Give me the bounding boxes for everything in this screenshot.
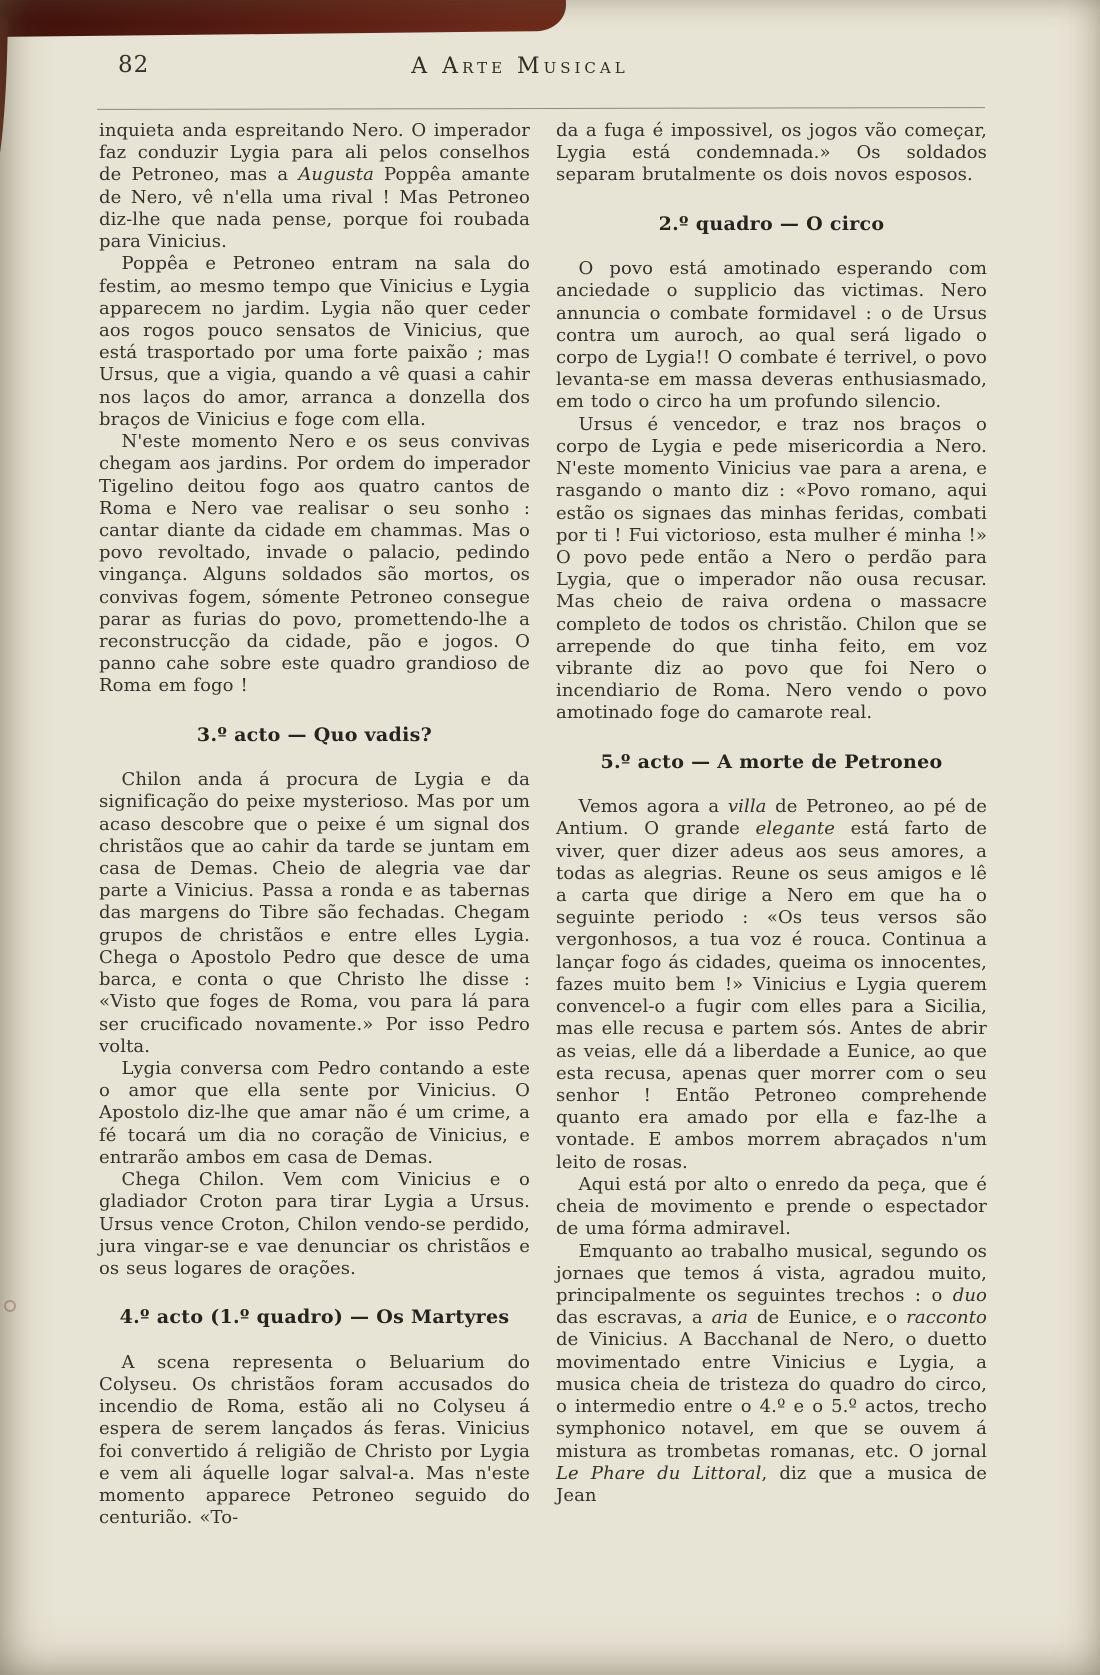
section-heading-act3: 3.º acto — Quo vadis? <box>196 723 433 746</box>
paragraph: A scena representa o Beluarium do Colyseu. Os christãos foram accusados do incendio de Roma, estão ali no Colyseu á espera de serem lançados ás feras. Vinicius foi convertido á religião de Christo por Lygia e vem ali áquelle logar salval-a. Mas n'este momento apparece Petroneo seguido do centurião. «To- <box>99 1351 530 1529</box>
section-heading-act4: 4.º acto (1.º quadro) — Os Martyres <box>119 1306 510 1329</box>
page-number: 82 <box>118 52 150 78</box>
left-column <box>99 120 530 1529</box>
paragraph: Chega Chilon. Vem com Vinicius e o gladiador Croton para tirar Lygia a Ursus. Ursus vence Croton, Chilon vendo-se perdido, jura vingar-se e vae denunciar os christãos e os seus logares de orações. <box>99 1169 530 1279</box>
journal-title: A Arte Musical <box>411 54 629 79</box>
section-heading-act5: 5.º acto — A morte de Petroneo <box>600 750 943 773</box>
paragraph: Ursus é vencedor, e traz nos braços o corpo de Lygia e pede misericordia a Nero. N'este momento Vinicius vae para a arena, e rasgando o manto diz : «Povo romano, aqui estão os signaes das minhas feridas, combati por ti ! Fui victorioso, esta mulher é minha !» O povo pede então a Nero o perdão para Lygia, que o imperador não ousa recusar. Mas cheio de raiva ordena o massacre completo de todos os christão. Chilon que se arrepende do que tinha feito, em voz vibrante diz ao povo que foi Nero o incendiario de Roma. Nero vendo o povo amotinado foge do camarote real. <box>556 413 987 724</box>
paragraph: N'este momento Nero e os seus convivas chegam aos jardins. Por ordem do imperador Tigelino deitou fogo aos quatro cantos de Roma e Nero vae realisar o seu sonho : cantar diante da cidade em chammas. Mas o povo revoltado, invade o palacio, pedindo vingança. Alguns soldados são mortos, os convivas fogem, sómente Petroneo consegue parar as furias do povo, promettendo-lhe a reconstrucção da cidade, pão e jogos. O panno cahe sobre este quadro grandioso de Roma em fogo ! <box>99 431 530 697</box>
paragraph: Aqui está por alto o enredo da peça, que é cheia de movimento e prende o espectador de uma fórma admiravel. <box>556 1173 987 1240</box>
right-column <box>556 120 987 1529</box>
paragraph: Chilon anda á procura de Lygia e da significação do peixe mysterioso. Mas por um acaso descobre que o peixe é um signal dos christãos que ao cahir da tarde se juntam em casa de Demas. Cheio de alegria vae dar parte a Vinicius. Passa a ronda e as tabernas das margens do Tibre são fechadas. Chegam grupos de christãos e entre elles Lygia. Chega o Apostolo Pedro que desce de uma barca, e conta o que Christo lhe disse : «Visto que foges de Roma, vou para lá para ser crucificado novamente.» Por isso Pedro volta. <box>99 769 530 1057</box>
paragraph: Emquanto ao trabalho musical, segundo os jornaes que temos á vista, agradou muito, principalmente os seguintes trechos : o duo das escravas, a aria de Eunice, e o racconto de Vinicius. A Bacchanal de Nero, o duetto movimentado entre Vinicius e Lygia, a musica cheia de tristeza do quadro do circo, o intermedio entre o 4.º e o 5.º actos, trecho symphonico notavel, em que se ouvem á mistura as trombetas romanas, etc. O jornal Le Phare du Littoral, diz que a musica de Jean <box>556 1240 988 1506</box>
paragraph: inquieta anda espreitando Nero. O imperador faz conduzir Lygia para ali pelos conselhos de Petroneo, mas a Augusta Poppêa amante de Nero, vê n'ella uma rival ! Mas Petroneo diz-lhe que nada pense, porque foi roubada para Vinicius. <box>99 120 530 253</box>
two-column-text <box>0 109 1100 1529</box>
page-header <box>0 0 1100 88</box>
paragraph: da a fuga é impossivel, os jogos vão começar, Lygia está condemnada.» Os soldados separam brutalmente os dois novos esposos. <box>556 120 987 186</box>
scan-artifact-dot <box>4 1300 16 1312</box>
paragraph: Poppêa e Petroneo entram na sala do festim, ao mesmo tempo que Vinicius e Lygia apparecem no jardim. Lygia não quer ceder aos rogos pouco sensatos de Vinicius, que está trasportado por uma forte paixão ; mas Ursus, que a vigia, quando a vê quasi a cahir nos laços do amor, arranca a donzella dos braços de Vinicius e foge com ella. <box>99 253 530 430</box>
paragraph: Lygia conversa com Pedro contando a este o amor que ella sente por Vinicius. O Apostolo diz-lhe que amar não é um crime, a fé tocará um dia no coração de Vinicius, e entrarão ambos em casa de Demas. <box>99 1057 530 1168</box>
section-heading-quadro2: 2.º quadro — O circo <box>658 212 885 235</box>
paragraph: O povo está amotinado esperando com anciedade o supplicio das victimas. Nero annuncia o combate formidavel : o de Ursus contra um auroch, ao qual será ligado o corpo de Lygia!! O combate é terrivel, o povo levanta-se em massa deveras enthusiasmado, em todo o circo ha um profundo silencio. <box>556 258 987 413</box>
paragraph: Vemos agora a villa de Petroneo, ao pé de Antium. O grande elegante está farto de viver, quer dizer adeus aos seus amores, a todas as alegrias. Reune os seus amigos e lê a carta que dirige a Nero em que ha o seguinte periodo : «Os teus versos são vergonhosos, a tua voz é rouca. Continua a lançar fogo ás cidades, queima os innocentes, fazes muito bem !» Vinicius e Lygia querem convencel-o a fugir com elles para a Sicilia, mas elle recusa e partem sós. Antes de abrir as veias, elle dá a liberdade a Eunice, ao que esta recusa, apenas quer morrer com o seu senhor ! Então Petroneo comprehende quanto era amado por ella e faz-lhe a vontade. E ambos morrem abraçados n'um leito de rosas. <box>556 796 987 1173</box>
